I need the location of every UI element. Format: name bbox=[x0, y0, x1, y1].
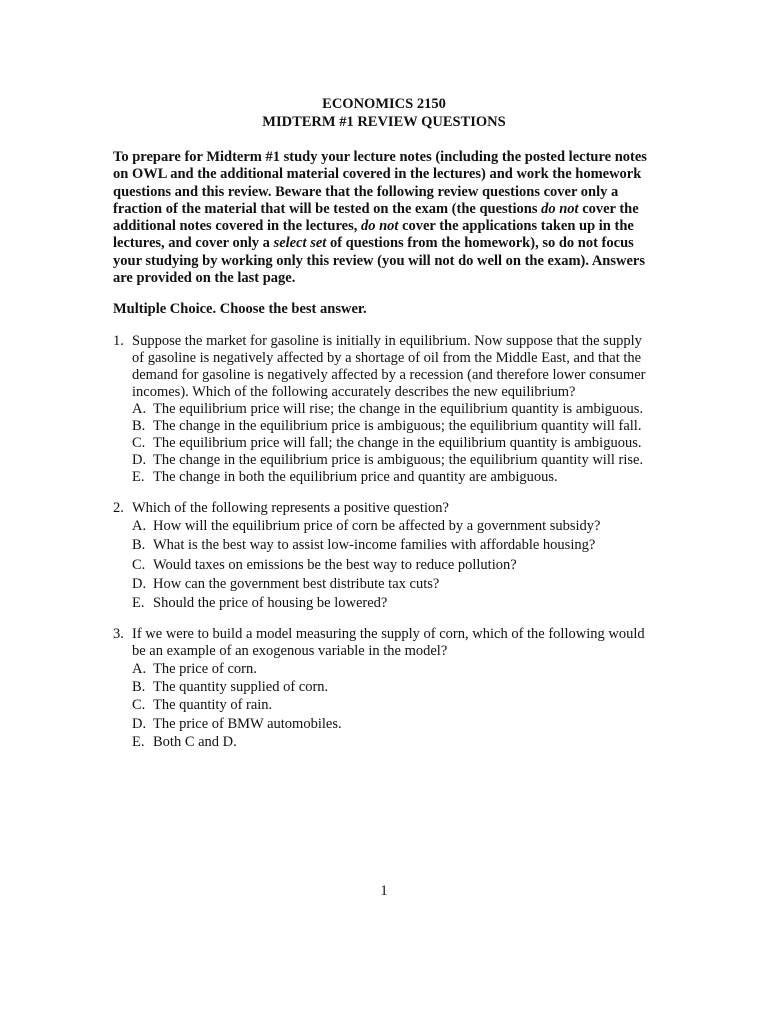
intro-text: cover the additional notes covered in the lectures, bbox=[113, 200, 639, 235]
question-number: 3. bbox=[113, 626, 124, 642]
question-number: 2. bbox=[113, 500, 124, 516]
option-letter: E. bbox=[132, 595, 145, 612]
option-text: The quantity of rain. bbox=[153, 697, 273, 714]
answer-options bbox=[113, 517, 653, 613]
option-letter: A. bbox=[132, 401, 147, 417]
question-stem bbox=[113, 333, 653, 401]
document-subtitle: MIDTERM #1 REVIEW QUESTIONS bbox=[262, 114, 506, 130]
intro-text: of questions from the homework), so do not focus your studying by working only this review (you will not do well on the exam). Answers are provided on the last page. bbox=[113, 235, 645, 287]
option-text: The equilibrium price will rise; the change in the equilibrium quantity is ambiguous. bbox=[153, 401, 644, 417]
question-number: 1. bbox=[113, 333, 124, 349]
answer-option bbox=[113, 733, 653, 751]
option-letter: B. bbox=[132, 537, 146, 554]
question-text: If we were to build a model measuring the supply of corn, which of the following would be an example of an exogenous variable in the model? bbox=[132, 626, 645, 659]
option-letter: A. bbox=[132, 518, 147, 534]
option-letter: D. bbox=[132, 575, 147, 592]
question-stem bbox=[113, 500, 653, 517]
answer-option bbox=[113, 696, 653, 714]
answer-option bbox=[113, 660, 653, 678]
answer-option bbox=[113, 536, 653, 555]
intro-emphasis: do not bbox=[360, 218, 399, 235]
option-text: The price of BMW automobiles. bbox=[153, 715, 342, 732]
question-text: Suppose the market for gasoline is initially in equilibrium. Now suppose that the supply of gasoline is negatively affected by a shortage of oil from the Middle East, and that the demand for gasoline is negatively affected by a recession (and therefore lower consumer incomes). Which of the following accurately describes the new equilibrium? bbox=[132, 333, 646, 400]
option-text: How will the equilibrium price of corn be affected by a government subsidy? bbox=[153, 518, 601, 534]
answer-option bbox=[113, 418, 653, 435]
answer-option bbox=[113, 517, 653, 536]
answer-option bbox=[113, 678, 653, 696]
question-stem bbox=[113, 626, 653, 660]
intro-emphasis: select set bbox=[273, 235, 327, 252]
course-title: ECONOMICS 2150 bbox=[322, 96, 446, 112]
answer-options bbox=[113, 660, 653, 751]
section-heading: Multiple Choice. Choose the best answer. bbox=[113, 301, 367, 317]
option-text: The quantity supplied of corn. bbox=[153, 679, 329, 696]
option-letter: D. bbox=[132, 715, 147, 732]
question-3 bbox=[113, 626, 653, 751]
option-letter: A. bbox=[132, 661, 147, 677]
option-text: The equilibrium price will fall; the change in the equilibrium quantity is ambiguous. bbox=[153, 435, 642, 451]
option-text: How can the government best distribute tax cuts? bbox=[153, 575, 440, 592]
option-text: The price of corn. bbox=[153, 661, 257, 677]
intro-text: cover the applications taken up in the lectures, and cover only a bbox=[113, 218, 634, 252]
intro-text: To prepare for Midterm #1 study your lecture notes (including the posted lecture notes on OWL and the additional material covered in the lectures) and work the homework questions and this review. Beware that the following review questions cover only a fraction of the material that will be tested on the exam (the questions bbox=[113, 149, 647, 217]
intro-emphasis: do not bbox=[541, 200, 579, 217]
option-text: What is the best way to assist low-income families with affordable housing? bbox=[153, 537, 596, 554]
answer-option bbox=[113, 715, 653, 733]
answer-option bbox=[113, 556, 653, 575]
page-number: 1 bbox=[380, 883, 388, 899]
option-text: Would taxes on emissions be the best way to reduce pollution? bbox=[153, 556, 517, 573]
answer-options bbox=[113, 401, 653, 486]
answer-option bbox=[113, 469, 653, 486]
answer-option bbox=[113, 452, 653, 469]
answer-option bbox=[113, 594, 653, 613]
option-text: The change in the equilibrium price is ambiguous; the equilibrium quantity will fall. bbox=[153, 418, 642, 434]
option-text: Should the price of housing be lowered? bbox=[153, 595, 388, 612]
option-letter: D. bbox=[132, 452, 147, 468]
option-text: The change in both the equilibrium price and quantity are ambiguous. bbox=[153, 469, 558, 485]
question-2 bbox=[113, 500, 653, 613]
question-text: Which of the following represents a positive question? bbox=[132, 500, 449, 516]
option-letter: E. bbox=[132, 733, 145, 750]
option-letter: C. bbox=[132, 435, 146, 451]
option-letter: E. bbox=[132, 469, 145, 485]
option-letter: C. bbox=[132, 556, 146, 573]
option-text: Both C and D. bbox=[153, 733, 237, 750]
option-letter: C. bbox=[132, 697, 146, 714]
question-1 bbox=[113, 333, 653, 486]
option-text: The change in the equilibrium price is ambiguous; the equilibrium quantity will rise. bbox=[153, 452, 644, 468]
answer-option bbox=[113, 401, 653, 418]
answer-option bbox=[113, 435, 653, 452]
option-letter: B. bbox=[132, 679, 146, 696]
intro-paragraph bbox=[113, 149, 658, 287]
answer-option bbox=[113, 575, 653, 594]
option-letter: B. bbox=[132, 418, 146, 434]
